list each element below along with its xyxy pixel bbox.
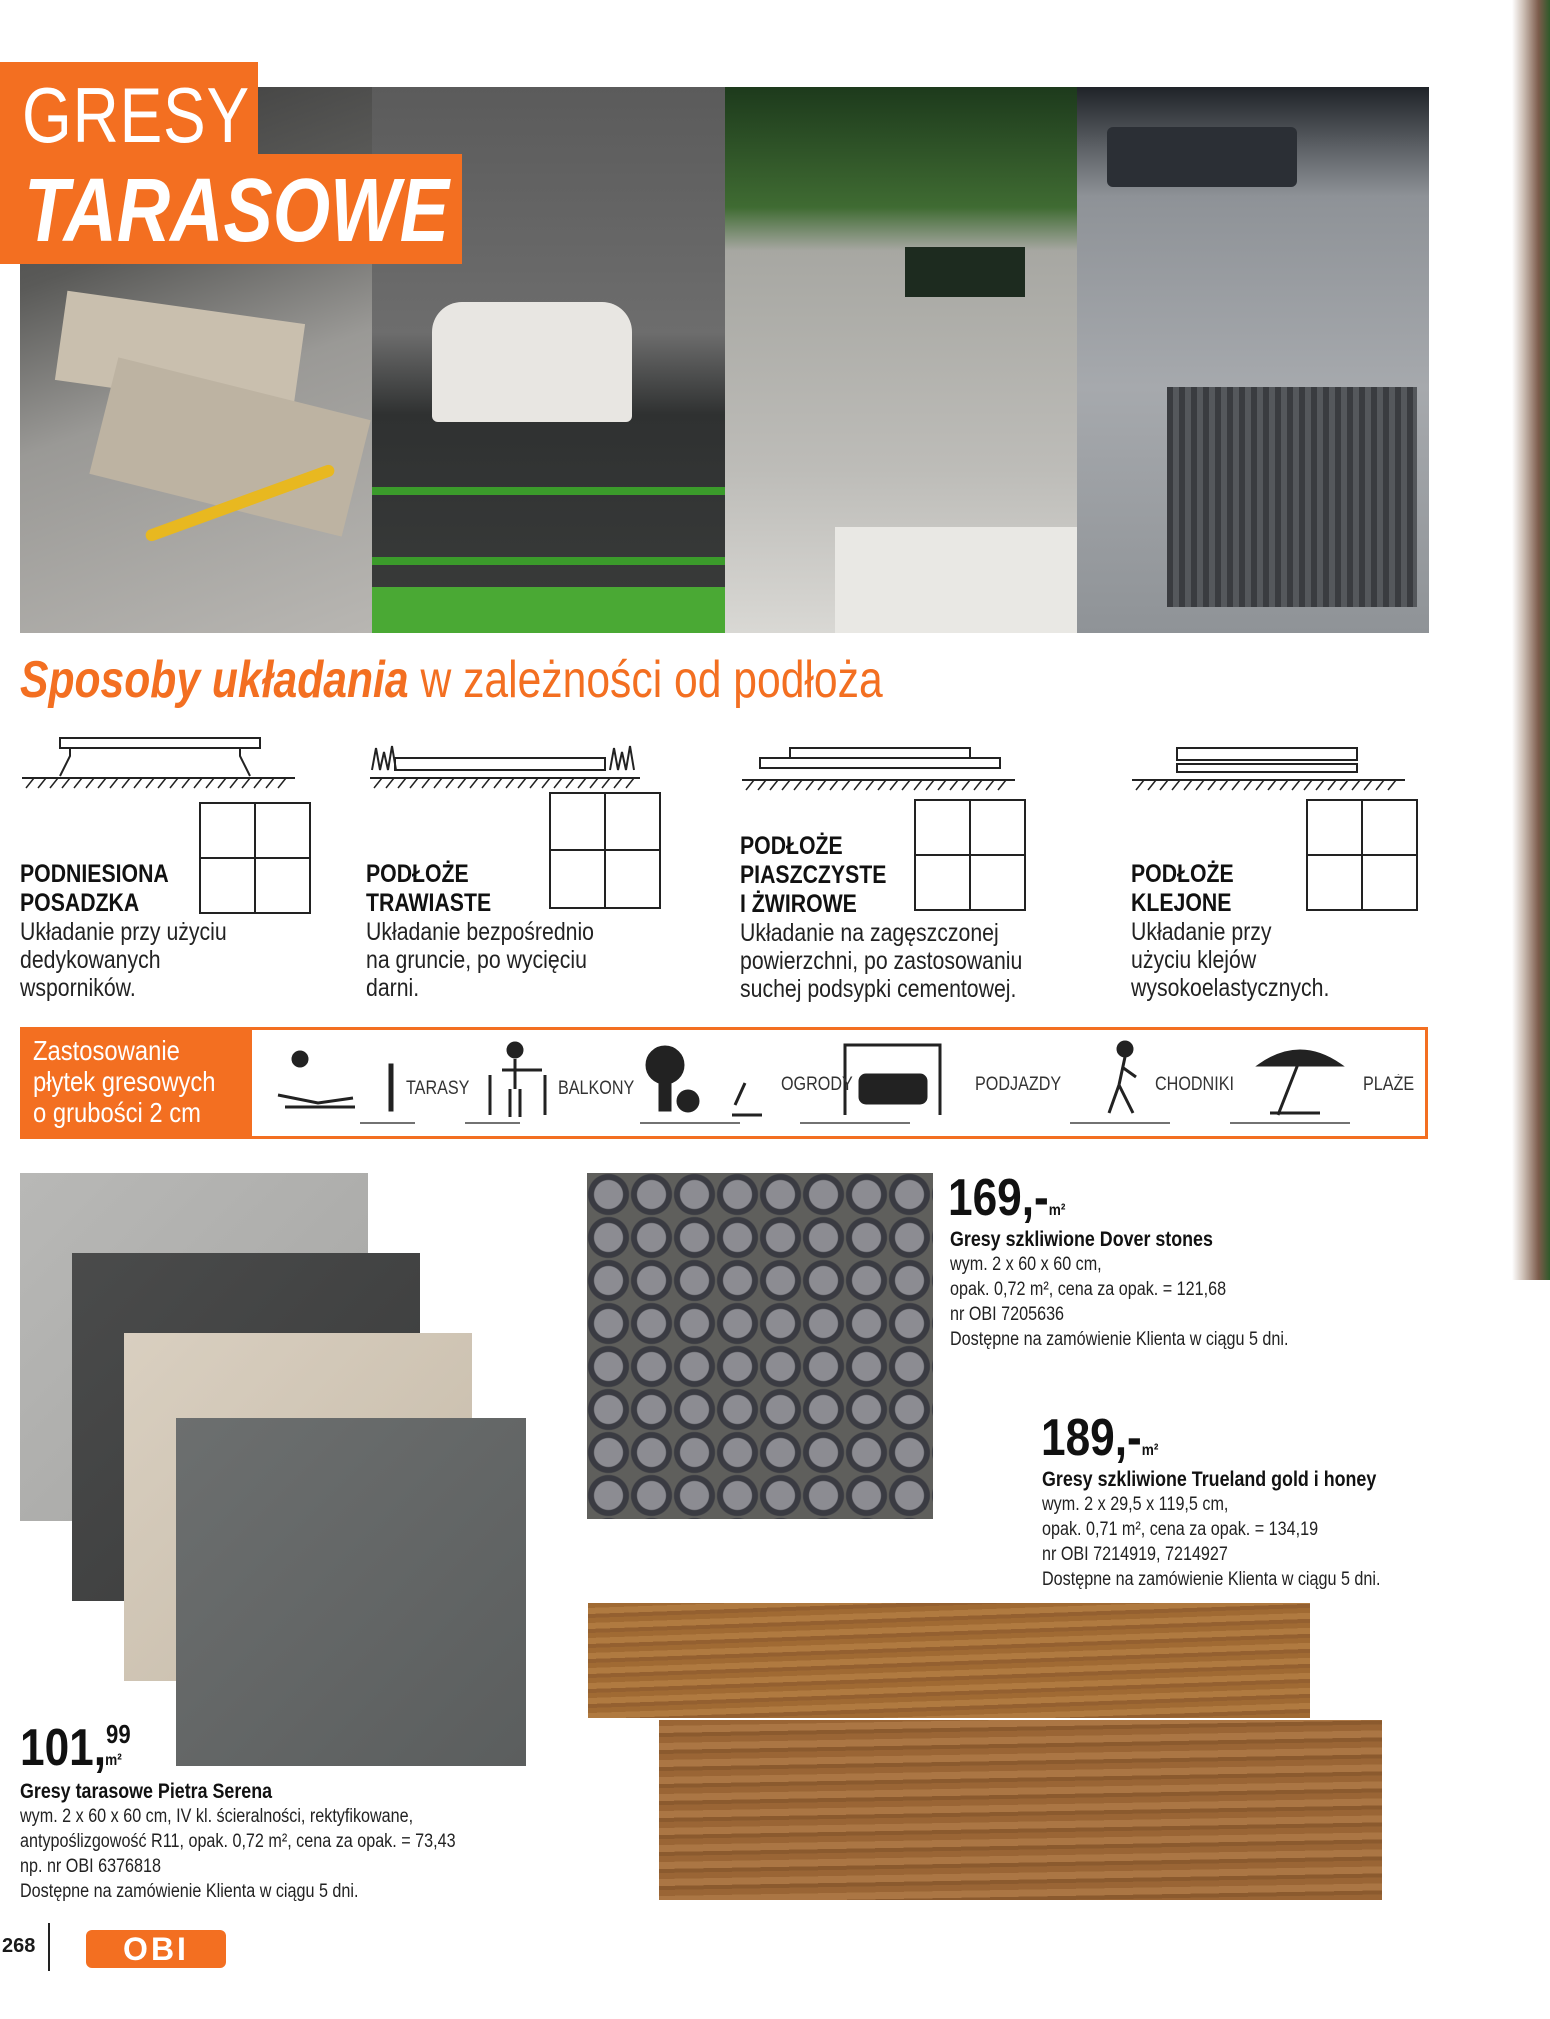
method-desc-line: suchej podsypki cementowej. [740, 975, 1017, 1003]
method-desc-line: użyciu klejów [1131, 946, 1257, 974]
method-raised [20, 860, 263, 1002]
usage-item-plaze: PLAŻE [1363, 1074, 1415, 1095]
method-title-line: TRAWIASTE [366, 889, 492, 917]
usage-label [20, 1027, 252, 1139]
price-unit: m² [1048, 1202, 1066, 1219]
section-heading-rest: w zależności od podłoża [420, 651, 883, 709]
photo-gravel-floor [725, 87, 1077, 633]
product-desc-line: Dostępne na zamówienie Klienta w ciągu 5 dni. [1042, 1569, 1381, 1590]
usage-item-chodniki: CHODNIKI [1155, 1074, 1234, 1095]
product-desc-line: Dostępne na zamówienie Klienta w ciągu 5 dni. [20, 1881, 359, 1902]
tile-sample-wood-gold [588, 1603, 1310, 1718]
price-unit: m² [1141, 1442, 1159, 1459]
price-pietra-serena [20, 1718, 147, 1778]
product-desc-line: wym. 2 x 29,5 x 119,5 cm, [1042, 1494, 1229, 1515]
usage-item-balkony: BALKONY [558, 1078, 635, 1099]
product-info-pietra-serena [20, 1780, 532, 1904]
method-desc-line: Układanie bezpośrednio [366, 918, 595, 946]
method-title-line: I ŻWIROWE [740, 890, 857, 918]
product-desc-line: nr OBI 7205636 [950, 1304, 1065, 1325]
price-unit: m² [105, 1752, 122, 1769]
method-desc-line: Układanie na zagęszczonej [740, 919, 999, 947]
price-integer: 169,- [948, 1169, 1049, 1227]
method-title-line: POSADZKA [20, 889, 140, 917]
method-desc-line: dedykowanych [20, 946, 161, 974]
method-desc-line: Układanie przy użyciu [20, 918, 227, 946]
product-info-trueland [1042, 1468, 1440, 1592]
product-name: Gresy tarasowe Pietra Serena [20, 1780, 273, 1803]
product-info-dover-stones [950, 1228, 1348, 1352]
method-title-line: PODŁOŻE [366, 860, 469, 888]
tile-sample-wood-honey [659, 1720, 1382, 1900]
method-desc-line: wsporników. [20, 974, 136, 1002]
photo-glued-floor [1077, 87, 1429, 633]
section-heading [20, 650, 883, 710]
method-title-line: PIASZCZYSTE [740, 861, 887, 889]
price-decimal: 99 [106, 1719, 131, 1749]
obi-logo: OBI [86, 1930, 226, 1968]
method-title-line: PODŁOŻE [1131, 860, 1234, 888]
edge-photo-strip [1512, 0, 1550, 1280]
usage-label-line: płytek gresowych [33, 1066, 216, 1097]
product-desc-line: wym. 2 x 60 x 60 cm, [950, 1254, 1102, 1275]
section-heading-bold: Sposoby układania [20, 651, 409, 709]
price-integer: 101, [20, 1719, 107, 1777]
tile-sample-dover-stones [587, 1173, 933, 1519]
price-dover-stones [948, 1168, 1065, 1228]
method-desc-line: na gruncie, po wycięciu [366, 946, 587, 974]
page-title-line2: TARASOWE [24, 161, 450, 261]
product-desc-line: opak. 0,72 m², cena za opak. = 121,68 [950, 1279, 1227, 1300]
method-desc-line: wysokoelastycznych. [1131, 974, 1330, 1002]
usage-item-tarasy: TARASY [406, 1078, 470, 1099]
usage-item-ogrody: OGRODY [781, 1074, 853, 1095]
method-glued [1131, 860, 1364, 1002]
method-title-line: PODŁOŻE [740, 832, 843, 860]
product-name: Gresy szkliwione Dover stones [950, 1228, 1213, 1251]
product-name: Gresy szkliwione Trueland gold i honey [1042, 1468, 1377, 1491]
price-trueland [1041, 1408, 1158, 1468]
tile-sample-grey [176, 1418, 526, 1766]
footer-divider [48, 1923, 50, 1971]
method-grass [366, 860, 634, 1002]
product-desc-line: Dostępne na zamówienie Klienta w ciągu 5 dni. [950, 1329, 1289, 1350]
method-desc-line: Układanie przy [1131, 918, 1272, 946]
usage-label-line: o grubości 2 cm [33, 1097, 201, 1128]
product-desc-line: wym. 2 x 60 x 60 cm, IV kl. ścieralności, rektyfikowane, [20, 1806, 414, 1827]
product-desc-line: opak. 0,71 m², cena za opak. = 134,19 [1042, 1519, 1319, 1540]
method-desc-line: powierzchni, po zastosowaniu [740, 947, 1023, 975]
usage-item-podjazdy: PODJAZDY [975, 1074, 1062, 1095]
product-desc-line: antypoślizgowość R11, opak. 0,72 m², cena za opak. = 73,43 [20, 1831, 456, 1852]
method-title-line: KLEJONE [1131, 889, 1232, 917]
method-desc-line: darni. [366, 974, 420, 1002]
product-desc-line: np. nr OBI 6376818 [20, 1856, 161, 1877]
product-desc-line: nr OBI 7214919, 7214927 [1042, 1544, 1228, 1565]
page-title-line1: GRESY [22, 71, 251, 159]
usage-label-line: Zastosowanie [33, 1035, 180, 1066]
price-integer: 189,- [1041, 1409, 1142, 1467]
method-gravel [740, 832, 1072, 1003]
method-title-line: PODNIESIONA [20, 860, 169, 888]
page-number: 268 [2, 1935, 36, 1957]
